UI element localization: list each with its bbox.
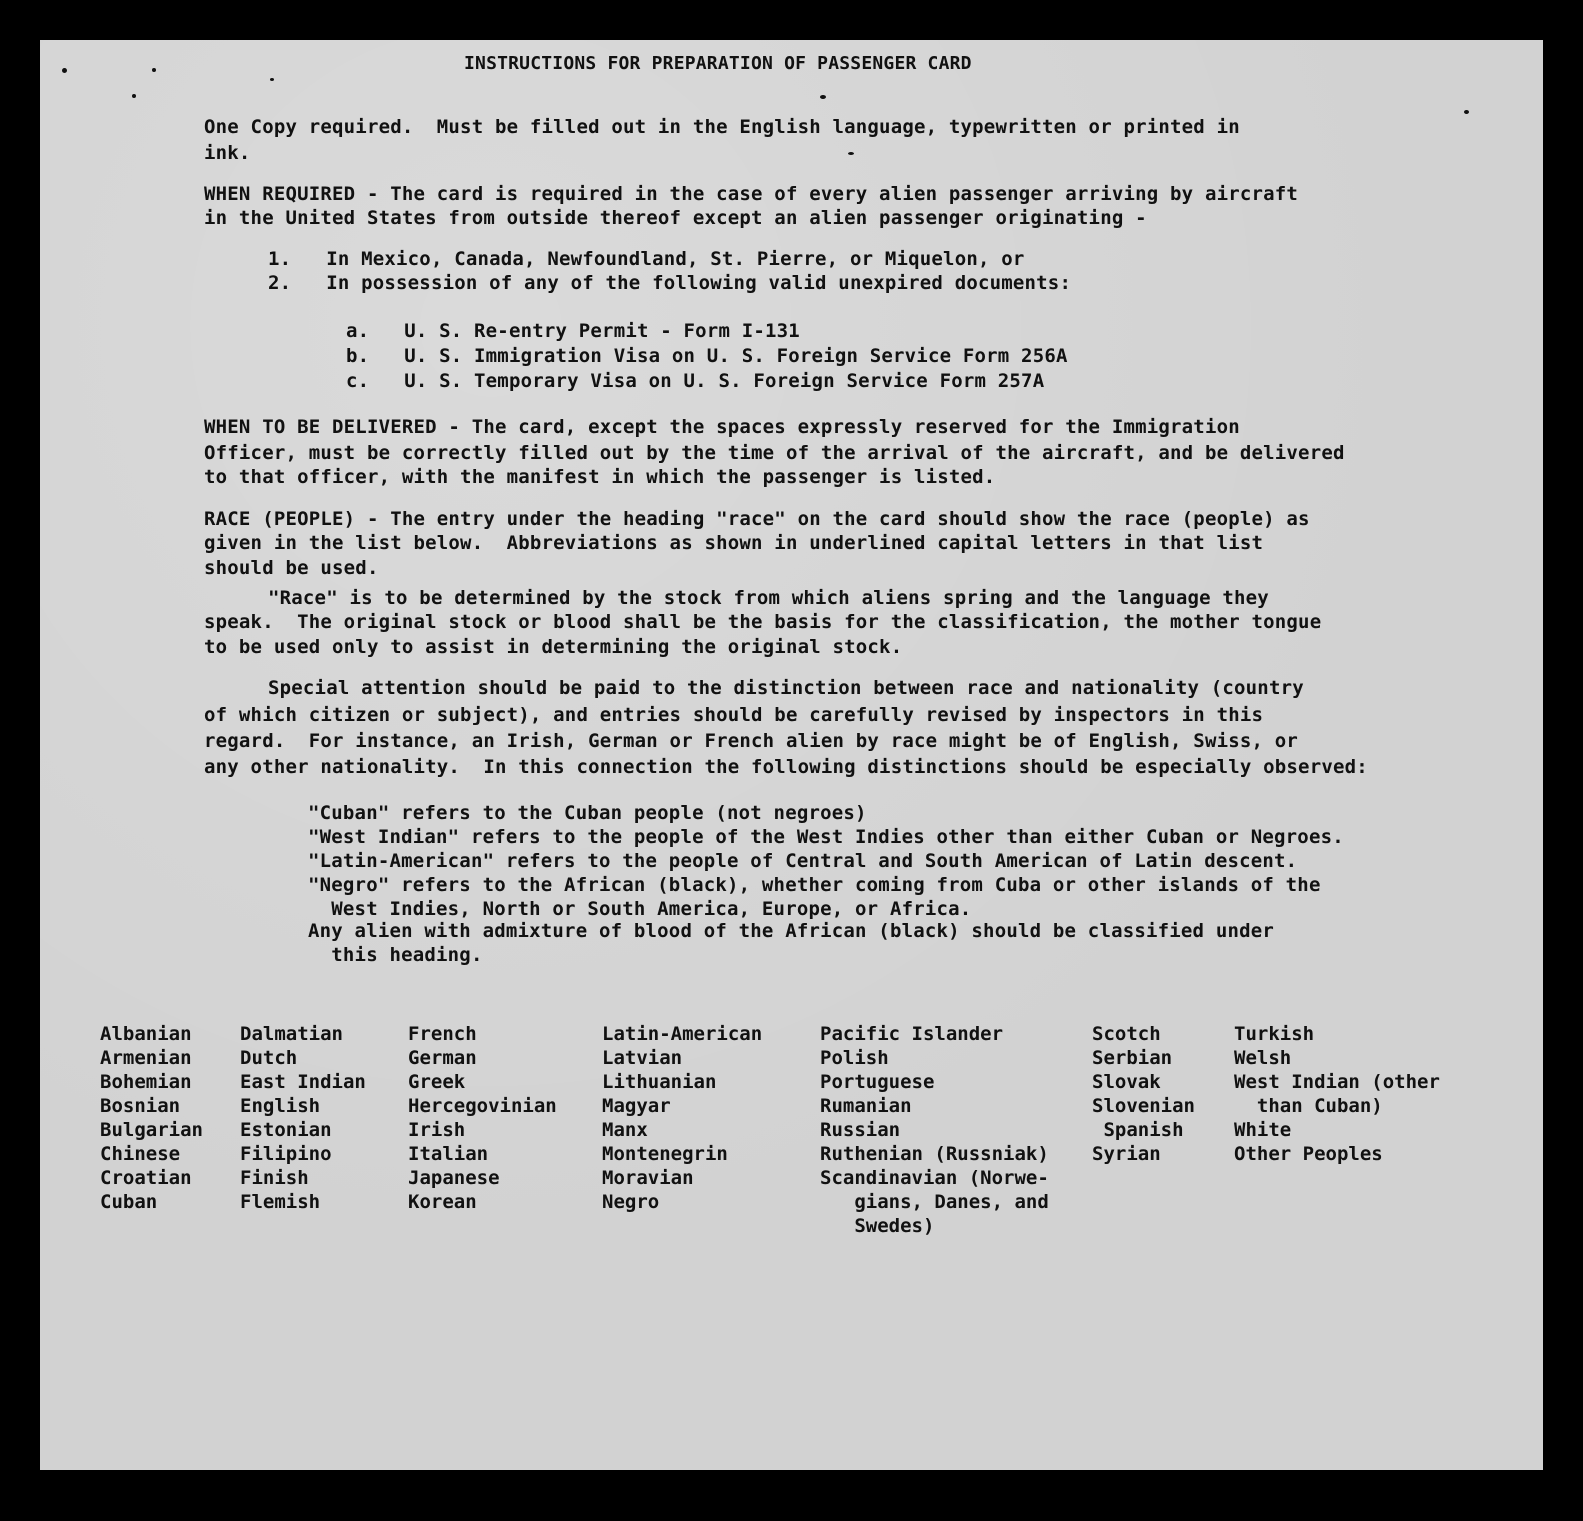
race-entry: than Cuban) (1234, 1095, 1383, 1117)
race-column-1 (100, 1022, 203, 1214)
race-entry: East Indian (240, 1071, 366, 1093)
document-item: c. U. S. Temporary Visa on U. S. Foreign Service Form 257A (346, 370, 1045, 392)
when-required-line: in the United States from outside thereof except an alien passenger originating - (204, 207, 1147, 229)
distinction-line: "Cuban" refers to the Cuban people (not negroes) (308, 802, 867, 824)
race-entry: Portuguese (820, 1071, 935, 1093)
race-definition-line: to be used only to assist in determining the original stock. (204, 636, 903, 658)
race-entry: Moravian (602, 1167, 694, 1189)
race-entry: Bosnian (100, 1095, 181, 1117)
when-required-line: WHEN REQUIRED - The card is required in the case of every alien passenger arriving by aircraft (204, 183, 1299, 205)
special-line: of which citizen or subject), and entries should be carefully revised by inspectors in this (204, 704, 1264, 726)
race-line: given in the list below. Abbreviations as shown in underlined capital letters in that list (204, 532, 1264, 554)
race-entry: West Indian (other (1234, 1071, 1440, 1093)
intro-line: One Copy required. Must be filled out in the English language, typewritten or printed in (204, 116, 1240, 138)
race-entry: Spanish (1092, 1119, 1184, 1141)
race-entry: Ruthenian (Russniak) (820, 1143, 1049, 1165)
scan-speck (152, 68, 156, 72)
race-entry: Scotch (1092, 1023, 1161, 1045)
race-entry: Negro (602, 1191, 660, 1213)
race-entry: Swedes) (820, 1215, 935, 1237)
distinction-line: West Indies, North or South America, Europe, or Africa. (308, 898, 972, 920)
special-line: regard. For instance, an Irish, German or French alien by race might be of English, Swiss, or (204, 730, 1299, 752)
race-entry: Polish (820, 1047, 889, 1069)
numbered-item: 1. In Mexico, Canada, Newfoundland, St. Pierre, or Miquelon, or (268, 248, 1025, 270)
distinction-line: "West Indian" refers to the people of the West Indies other than either Cuban or Negroes. (308, 826, 1344, 848)
numbered-item: 2. In possession of any of the following valid unexpired documents: (268, 272, 1072, 294)
intro-line: ink. (204, 142, 251, 164)
race-entry: Japanese (408, 1167, 500, 1189)
when-delivered-line: Officer, must be correctly filled out by the time of the arrival of the aircraft, and be delivered (204, 442, 1345, 464)
race-column-7 (1234, 1022, 1440, 1166)
scan-speck (1464, 110, 1469, 114)
race-entry: Finish (240, 1167, 309, 1189)
race-entry: Scandinavian (Norwe- (820, 1167, 1049, 1189)
race-entry: Welsh (1234, 1047, 1292, 1069)
special-line: any other nationality. In this connection the following distinctions should be especially observed: (204, 756, 1368, 778)
race-entry: White (1234, 1119, 1292, 1141)
race-entry: Manx (602, 1119, 648, 1141)
race-entry: Italian (408, 1143, 489, 1165)
race-column-5 (820, 1022, 1049, 1238)
race-entry: Latin-American (602, 1023, 763, 1045)
race-entry: Chinese (100, 1143, 181, 1165)
race-entry: Bohemian (100, 1071, 192, 1093)
race-entry: Cuban (100, 1191, 158, 1213)
race-entry: Irish (408, 1119, 466, 1141)
page-title: INSTRUCTIONS FOR PREPARATION OF PASSENGER CARD (464, 53, 972, 74)
scan-speck (62, 68, 67, 73)
scan-speck (848, 152, 854, 155)
scan-speck (132, 94, 136, 98)
race-line: should be used. (204, 557, 379, 579)
distinction-line: Any alien with admixture of blood of the African (black) should be classified under (308, 920, 1275, 942)
race-entry: Magyar (602, 1095, 671, 1117)
race-column-6 (1092, 1022, 1195, 1166)
race-entry: Slovenian (1092, 1095, 1195, 1117)
race-column-4 (602, 1022, 762, 1214)
race-entry: Latvian (602, 1047, 683, 1069)
document-item: b. U. S. Immigration Visa on U. S. Foreign Service Form 256A (346, 345, 1068, 367)
race-entry: Croatian (100, 1167, 192, 1189)
race-entry: Syrian (1092, 1143, 1161, 1165)
race-entry: Hercegovinian (408, 1095, 557, 1117)
race-entry: Estonian (240, 1119, 332, 1141)
race-entry: Korean (408, 1191, 477, 1213)
distinction-line: "Negro" refers to the African (black), whether coming from Cuba or other islands of the (308, 874, 1321, 896)
distinction-line: "Latin-American" refers to the people of Central and South American of Latin descent. (308, 850, 1298, 872)
race-entry: Slovak (1092, 1071, 1161, 1093)
race-entry: Serbian (1092, 1047, 1173, 1069)
document-page (40, 40, 1543, 1470)
when-delivered-line: to that officer, with the manifest in which the passenger is listed. (204, 466, 996, 488)
race-entry: Armenian (100, 1047, 192, 1069)
race-entry: German (408, 1047, 477, 1069)
race-entry: Russian (820, 1119, 901, 1141)
race-entry: Dutch (240, 1047, 298, 1069)
race-entry: Greek (408, 1071, 466, 1093)
race-entry: Rumanian (820, 1095, 912, 1117)
race-entry: Other Peoples (1234, 1143, 1383, 1165)
scan-speck (270, 78, 274, 81)
distinction-line: this heading. (308, 944, 483, 966)
race-entry: English (240, 1095, 321, 1117)
document-item: a. U. S. Re-entry Permit - Form I-131 (346, 320, 800, 342)
race-entry: Pacific Islander (820, 1023, 1004, 1045)
race-entry: Turkish (1234, 1023, 1315, 1045)
race-definition-line: speak. The original stock or blood shall be the basis for the classification, the mother tongue (204, 611, 1322, 633)
when-delivered-line: WHEN TO BE DELIVERED - The card, except the spaces expressly reserved for the Immigration (204, 416, 1240, 438)
race-entry: French (408, 1023, 477, 1045)
race-entry: Filipino (240, 1143, 332, 1165)
race-entry: Dalmatian (240, 1023, 343, 1045)
race-entry: Albanian (100, 1023, 192, 1045)
race-entry: Bulgarian (100, 1119, 203, 1141)
race-entry: Flemish (240, 1191, 321, 1213)
race-entry: gians, Danes, and (820, 1191, 1049, 1213)
race-line: RACE (PEOPLE) - The entry under the heading "race" on the card should show the race (people) as (204, 508, 1310, 530)
race-column-3 (408, 1022, 557, 1214)
special-line: Special attention should be paid to the distinction between race and nationality (country (268, 677, 1304, 699)
race-entry: Montenegrin (602, 1143, 728, 1165)
race-entry: Lithuanian (602, 1071, 717, 1093)
race-column-2 (240, 1022, 366, 1214)
scan-speck (820, 95, 826, 99)
race-definition-line: "Race" is to be determined by the stock from which aliens spring and the language they (268, 587, 1269, 609)
